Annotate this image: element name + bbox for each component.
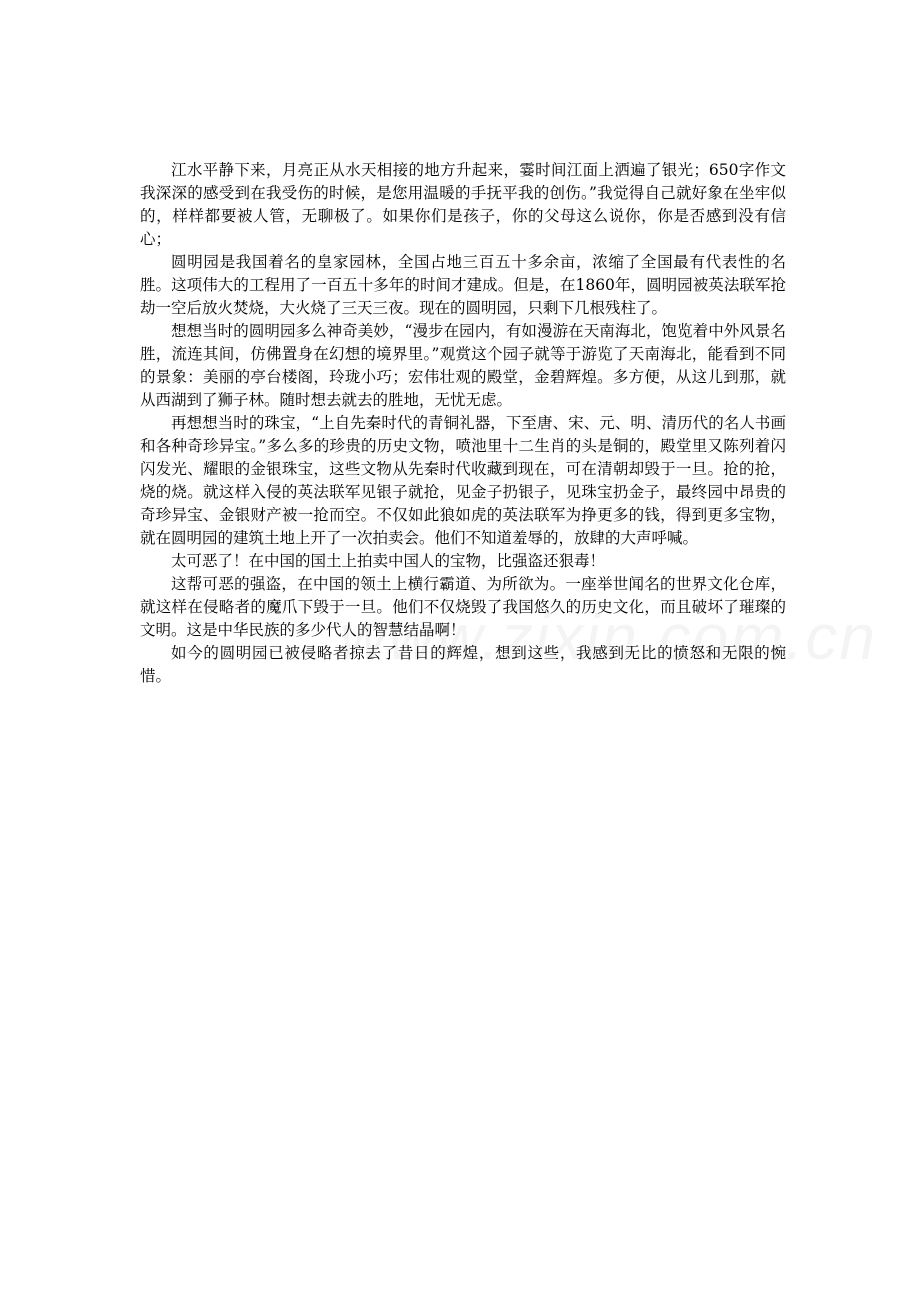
- paragraph-5: 太可恶了！在中国的国土上拍卖中国人的宝物，比强盗还狠毒！: [171, 552, 606, 570]
- paragraph-2: 圆明园是我国着名的皇家园林，全国占地三百五十多余亩，浓缩了全国最有代表性的名胜。这项伟大的工程用了一百五十多年的时间才建成。但是，在1860年，圆明园被英法联军抢劫一空后放火焚烧，大火烧了三天三夜。现在的圆明园，只剩下几根残柱了。: [140, 253, 786, 317]
- paragraph-7: 如今的圆明园已被侵略者掠去了昔日的辉煌，想到这些，我感到无比的愤怒和无限的惋惜。: [140, 644, 786, 685]
- paragraph-6: 这帮可恶的强盗，在中国的领土上横行霸道、为所欲为。一座举世闻名的世界文化仓库，就这样在侵略者的魔爪下毁于一旦。他们不仅烧毁了我国悠久的历史文化，而且破坏了璀璨的文明。这是中华民族的多少代人的智慧结晶啊！: [140, 575, 786, 639]
- document-body: [140, 159, 786, 688]
- paragraph-1: 江水平静下来，月亮正从水天相接的地方升起来，霎时间江面上洒遍了银光；650字作文我深深的感受到在我受伤的时候，是您用温暖的手抚平我的创伤。”我觉得自己就好象在坐牢似的，样样都要被人管，无聊极了。如果你们是孩子，你的父母这么说你，你是否感到没有信心；: [140, 161, 786, 248]
- paragraph-3: 想想当时的圆明园多么神奇美妙，“漫步在园内，有如漫游在天南海北，饱览着中外风景名胜，流连其间，仿佛置身在幻想的境界里。”观赏这个园子就等于游览了天南海北，能看到不同的景象：美丽的亭台楼阁，玲珑小巧；宏伟壮观的殿堂，金碧辉煌。多方便，从这儿到那，就从西湖到了狮子林。随时想去就去的胜地，无忧无虑。: [140, 322, 786, 409]
- paragraph-4: 再想想当时的珠宝，“上自先秦时代的青铜礼器，下至唐、宋、元、明、清历代的名人书画和各种奇珍异宝。”多么多的珍贵的历史文物，喷池里十二生肖的头是铜的，殿堂里又陈列着闪闪发光、耀眼的金银珠宝，这些文物从先秦时代收藏到现在，可在清朝却毁于一旦。抢的抢，烧的烧。就这样入侵的英法联军见银子就抢，见金子扔银子，见珠宝扔金子，最终园中昂贵的奇珍异宝、金银财产被一抢而空。不仅如此狼如虎的英法联军为挣更多的钱，得到更多宝物，就在圆明园的建筑土地上开了一次拍卖会。他们不知道羞辱的，放肆的大声呼喊。: [140, 414, 786, 547]
